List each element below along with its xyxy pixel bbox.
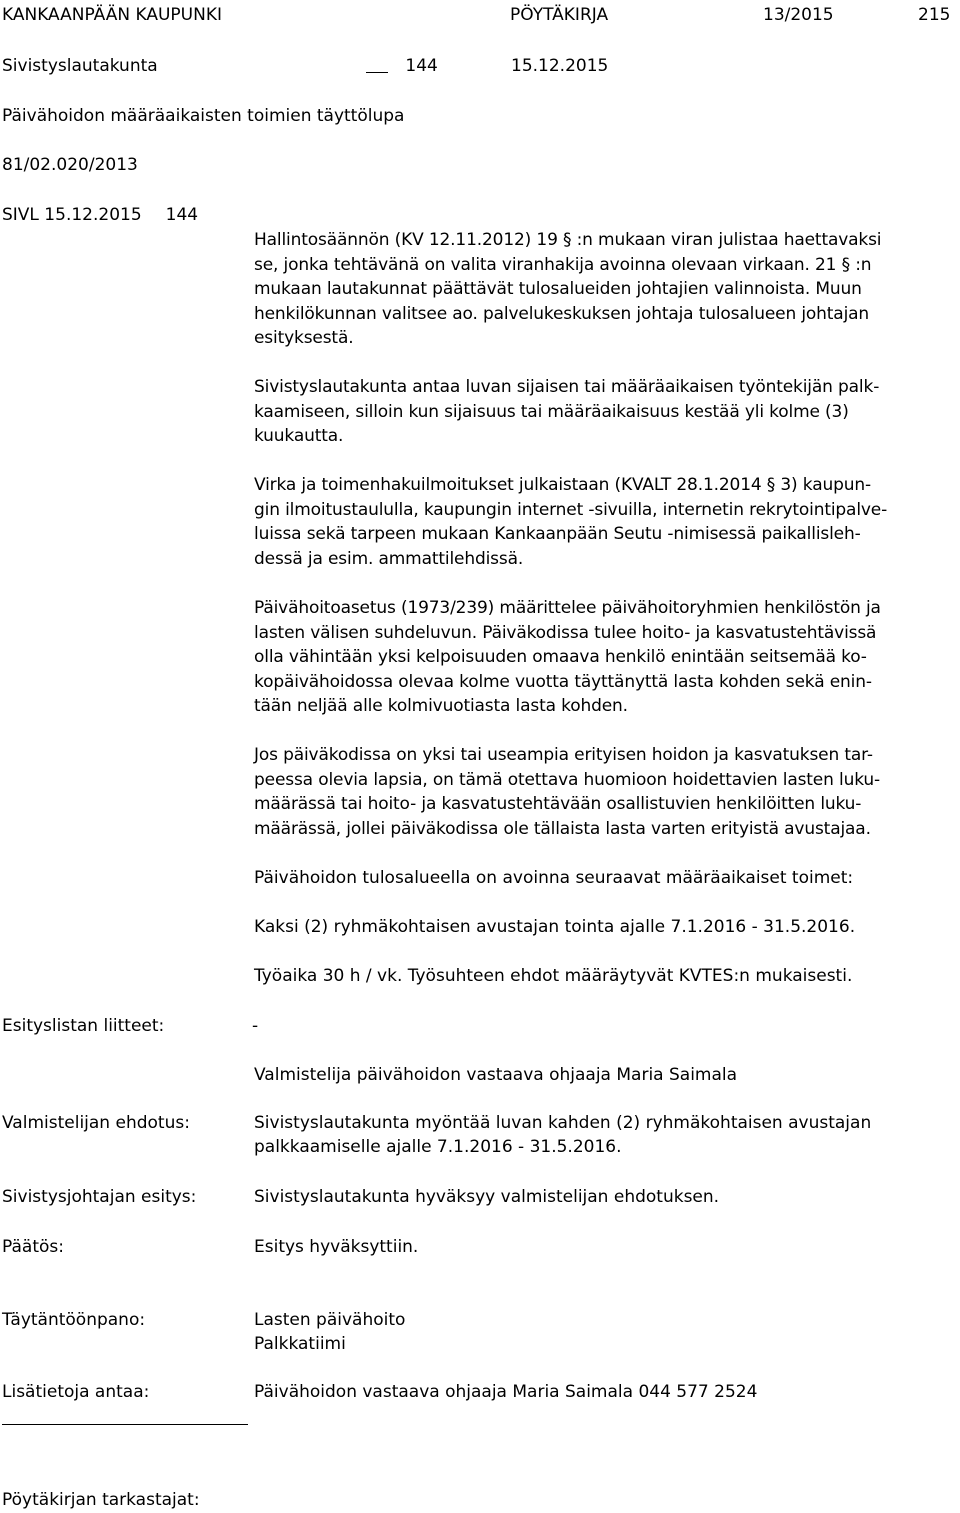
paragraph-avoimet-toimet: Päivähoidon tulosalueella on avoinna seuraavat määräaikaiset toimet: (254, 868, 854, 888)
item-reference (2, 203, 198, 228)
proposal-line: Sivistyslautakunta myöntää luvan kahden (2) ryhmäkohtaisen avustajan (254, 1113, 872, 1133)
paragraph-kaksi-tointa: Kaksi (2) ryhmäkohtaisen avustajan tointa ajalle 7.1.2016 - 31.5.2016. (254, 917, 856, 937)
paragraph-line: dessä ja esim. ammattilehdissä. (254, 548, 524, 569)
section-sign-underline (148, 206, 160, 222)
paragraph-tyoaika: Työaika 30 h / vk. Työsuhteen ehdot määräytyvät KVTES:n mukaisesti. (254, 966, 853, 986)
decision-value: Esitys hyväksyttiin. (254, 1237, 419, 1257)
paragraph-line: se, jonka tehtävänä on valita viranhakija avoinna olevaan virkaan. 21 § :n (254, 254, 872, 275)
minutes-checkers-label: Pöytäkirjan tarkastajat: (2, 1490, 200, 1510)
paragraph-line: peessa olevia lapsia, on tämä otettava huomioon hoidettavien lasten luku- (254, 769, 880, 790)
paragraph-line: kuukautta. (254, 426, 344, 446)
decision-label: Päätös: (2, 1237, 64, 1257)
header-doc-number: 13/2015 (763, 5, 834, 25)
paragraph-line: kopäivähoidossa olevaa kolme vuotta täyttänyttä lasta kohden sekä enin- (254, 671, 872, 692)
paragraph-hakuilmoitukset (254, 473, 956, 571)
meeting-section-number: 144 (405, 56, 438, 76)
paragraph-lupa (254, 375, 956, 449)
divider-line (2, 1424, 248, 1425)
diary-number: 81/02.020/2013 (2, 155, 138, 175)
header-doc-type: PÖYTÄKIRJA (510, 5, 609, 25)
paragraph-line: tään neljää alle kolmivuotiasta lasta kohden. (254, 696, 628, 716)
execution-line: Lasten päivähoito (254, 1310, 406, 1330)
paragraph-line: kaamiseen, silloin kun sijaisuus tai määräaikaisuus kestää yli kolme (3) (254, 401, 849, 422)
proposal-label: Valmistelijan ehdotus: (2, 1113, 190, 1133)
reference-section: 144 (165, 205, 199, 225)
section-sign-underline (366, 56, 388, 73)
execution-label: Täytäntöönpano: (2, 1310, 146, 1330)
paragraph-line: esityksestä. (254, 328, 354, 348)
paragraph-line: Hallintosäännön (KV 12.11.2012) 19 § :n mukaan viran julistaa haettavaksi (254, 230, 882, 250)
meeting-section (366, 54, 438, 79)
attachments-label: Esityslistan liitteet: (2, 1016, 165, 1036)
paragraph-line: olla vähintään yksi kelpoisuuden omaava henkilö enintään seitsemää ko- (254, 647, 867, 667)
paragraph-line: Päivähoitoasetus (1973/239) määrittelee päivähoitoryhmien henkilöstön ja (254, 598, 881, 618)
director-proposal-label: Sivistysjohtajan esitys: (2, 1187, 197, 1207)
preparer: Valmistelija päivähoidon vastaava ohjaaja Maria Saimala (254, 1065, 738, 1085)
reference-prefix: SIVL 15.12.2015 (2, 205, 142, 225)
paragraph-line: luissa sekä tarpeen mukaan Kankaanpään Seutu -nimisessä paikallisleh- (254, 524, 861, 544)
paragraph-line: Sivistyslautakunta antaa luvan sijaisen tai määräaikaisen työntekijän palk- (254, 377, 880, 397)
attachments-value: - (252, 1016, 259, 1036)
paragraph-line: määrässä tai hoito- ja kasvatustehtävään osallistuvien henkilöitten luku- (254, 794, 862, 814)
paragraph-line: Jos päiväkodissa on yksi tai useampia erityisen hoidon ja kasvatuksen tar- (254, 745, 873, 765)
paragraph-line: henkilökunnan valitsee ao. palvelukeskuksen johtaja tulosalueen johtajan (254, 303, 870, 324)
paragraph-line: Virka ja toimenhakuilmoitukset julkaistaan (KVALT 28.1.2014 § 3) kaupun- (254, 475, 871, 495)
info-label: Lisätietoja antaa: (2, 1382, 150, 1402)
paragraph-hallintosaanto (254, 228, 956, 351)
paragraph-paivahoitoasetus (254, 596, 956, 719)
item-title: Päivähoidon määräaikaisten toimien täyttölupa (2, 106, 405, 126)
paragraph-line: määrässä, jollei päiväkodissa ole tällaista lasta varten erityistä avustajaa. (254, 818, 871, 839)
header-city: KANKAANPÄÄN KAUPUNKI (2, 5, 223, 25)
meeting-body: Sivistyslautakunta (2, 56, 158, 76)
header-page-number: 215 (918, 5, 951, 25)
info-value: Päivähoidon vastaava ohjaaja Maria Saimala 044 577 2524 (254, 1382, 758, 1402)
paragraph-line: mukaan lautakunnat päättävät tulosalueiden johtajien valinnoista. Muun (254, 279, 862, 299)
meeting-date: 15.12.2015 (511, 56, 609, 76)
director-proposal-value: Sivistyslautakunta hyväksyy valmistelijan ehdotuksen. (254, 1187, 720, 1207)
paragraph-line: gin ilmoitustaululla, kaupungin internet -sivuilla, internetin rekrytointipalve- (254, 499, 888, 520)
paragraph-erityinen-hoito (254, 743, 956, 841)
execution-line: Palkkatiimi (254, 1334, 346, 1354)
paragraph-line: lasten välisen suhdeluvun. Päiväkodissa tulee hoito- ja kasvatustehtävissä (254, 622, 877, 643)
proposal-line: palkkaamiselle ajalle 7.1.2016 - 31.5.2016. (254, 1137, 622, 1157)
